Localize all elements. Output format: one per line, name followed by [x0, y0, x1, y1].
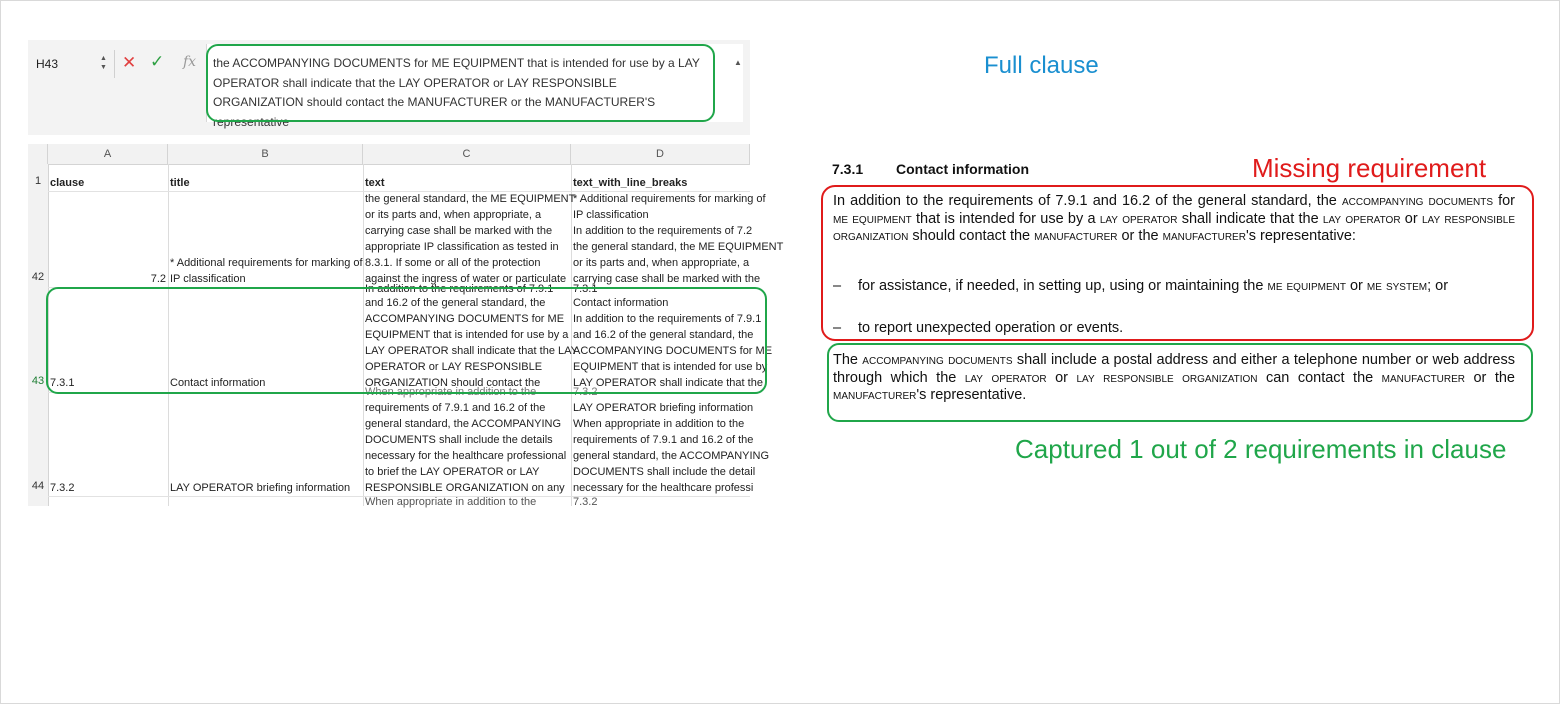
cell-line: necessary for the healthcare professi — [573, 482, 754, 494]
requirement-paragraph-1: In addition to the requirements of 7.9.1 and 16.2 of the general standard, the accompanying documents for me equipment that is intended for use by a lay operator shall indicate that the lay operator or lay responsible organization should contact the manufacturer or the manufacturer's representative: — [833, 193, 1516, 244]
cell-line: 7.3.2 — [573, 496, 598, 508]
cell-line: or its parts and, when appropriate, a — [573, 257, 750, 269]
cell-line: 7.3.2 — [573, 386, 598, 398]
column-header-a[interactable]: A — [48, 144, 168, 164]
cell-line: In addition to the requirements of 7.2 — [573, 225, 753, 237]
formula-text: the ACCOMPANYING DOCUMENTS for ME EQUIPMENT that is intended for use by a LAY OPERATOR shall indicate that the LAY OPERATOR or LAY RESPONSIBLE ORGANIZATION should contact the MANUFACTURER or the MANUFACTURER'S representative — [213, 56, 700, 129]
cell-line: Contact information — [573, 297, 669, 309]
cell-line: carrying case shall be marked with the — [573, 273, 761, 285]
row-header-43[interactable]: 43 — [31, 375, 45, 387]
bullet-dash: – — [833, 320, 842, 336]
cell-line: RESPONSIBLE ORGANIZATION on any — [365, 482, 565, 494]
cell-line: LAY OPERATOR briefing information — [573, 402, 754, 414]
cell-line: LAY OPERATOR shall indicate that the — [573, 377, 763, 389]
cell-line: EQUIPMENT that is intended for use by a — [365, 329, 569, 341]
collapse-formula-icon[interactable]: ▲ — [734, 58, 742, 67]
cell-line: 7.3.1 — [573, 283, 598, 295]
header-cell-title[interactable]: title — [170, 177, 190, 189]
cell-a44[interactable]: 7.3.2 — [50, 482, 75, 494]
cell-line: appropriate IP classification as tested in — [365, 241, 559, 253]
cell-a43[interactable]: 7.3.1 — [50, 377, 75, 389]
cell-line: When appropriate in addition to the — [573, 418, 745, 430]
cell-line: * Additional requirements for marking of — [573, 193, 766, 205]
cell-line: general standard, the ACCOMPANYING — [365, 418, 562, 430]
divider — [114, 50, 115, 78]
header-cell-text-line-breaks[interactable]: text_with_line_breaks — [573, 177, 688, 189]
cell-line: requirements of 7.9.1 and 16.2 of the — [365, 402, 546, 414]
cell-line: DOCUMENTS shall include the detail — [573, 466, 756, 478]
confirm-icon[interactable]: ✓ — [150, 52, 165, 71]
cell-line: In addition to the requirements of 7.9.1 — [365, 283, 554, 295]
cell-line: OPERATOR or LAY RESPONSIBLE — [365, 361, 543, 373]
formula-highlight-box — [206, 44, 715, 122]
cell-line: necessary for the healthcare professional — [365, 450, 567, 462]
select-all-corner[interactable] — [28, 144, 48, 164]
missing-requirement-box — [821, 185, 1534, 341]
missing-requirement-label: Missing requirement — [1252, 153, 1487, 183]
captured-label: Captured 1 out of 2 requirements in clause — [1015, 434, 1507, 464]
captured-requirement-box — [827, 343, 1533, 422]
column-headers — [28, 144, 750, 165]
name-box[interactable]: H43 — [36, 57, 59, 71]
cell-line: LAY OPERATOR shall indicate that the LAY — [365, 345, 578, 357]
cell-line: and 16.2 of the general standard, the — [573, 329, 754, 341]
cell-line: When appropriate in addition to the — [365, 496, 537, 508]
cell-line: requirements of 7.9.1 and 16.2 of the — [573, 434, 754, 446]
full-clause-label: Full clause — [984, 52, 1099, 79]
row-header-44[interactable]: 44 — [31, 480, 45, 492]
cell-line: IP classification — [573, 209, 649, 221]
row-header-42[interactable]: 42 — [31, 271, 45, 283]
requirement-paragraph-2: The accompanying documents shall include a postal address and either a telephone number or web address through which the lay operator or lay responsible organization can contact the manufacturer or the manufacturer's representative. — [833, 352, 1515, 403]
cancel-icon[interactable]: ✕ — [122, 53, 137, 72]
cell-line: When appropriate in addition to the — [365, 386, 537, 398]
cell-line: ORGANIZATION should contact the — [365, 377, 541, 389]
cell-line: EQUIPMENT that is intended for use by — [573, 361, 768, 373]
cell-line: carrying case shall be marked with the — [365, 225, 553, 237]
cell-b42[interactable]: * Additional requirements for marking of IP classification — [170, 257, 363, 285]
column-header-d[interactable]: D — [571, 144, 750, 164]
cell-line: and 16.2 of the general standard, the — [365, 297, 546, 309]
bullet-dash: – — [833, 278, 842, 294]
header-cell-text[interactable]: text — [365, 177, 385, 189]
bullet-item-1: for assistance, if needed, in setting up, using or maintaining the me equipment or me system; or — [858, 278, 1449, 294]
cell-b43[interactable]: Contact information — [170, 377, 266, 389]
cell-line: In addition to the requirements of 7.9.1 — [573, 313, 762, 325]
section-heading — [832, 161, 1029, 177]
cell-line: or its parts and, when appropriate, a — [365, 209, 542, 221]
cell-line: the general standard, the ME EQUIPMENT — [573, 241, 784, 253]
section-number: 7.3.1 — [832, 161, 864, 177]
cell-line: ACCOMPANYING DOCUMENTS for ME — [365, 313, 565, 325]
cell-line: the general standard, the ME EQUIPMENT — [365, 193, 576, 205]
bullet-item-2: to report unexpected operation or events. — [858, 320, 1124, 336]
function-icon[interactable]: fx — [183, 54, 197, 70]
cell-line: to brief the LAY OPERATOR or LAY — [365, 466, 540, 478]
cell-a42[interactable]: 7.2 — [150, 273, 166, 285]
column-header-c[interactable]: C — [363, 144, 571, 164]
header-cell-clause[interactable]: clause — [50, 177, 85, 189]
column-header-b[interactable]: B — [168, 144, 363, 164]
cell-line: DOCUMENTS shall include the details — [365, 434, 553, 446]
cell-line: against the ingress of water or particulate — [365, 273, 567, 285]
row-highlight-box — [46, 287, 773, 394]
cell-b44[interactable]: LAY OPERATOR briefing information — [170, 482, 351, 494]
cell-line: general standard, the ACCOMPANYING — [573, 450, 770, 462]
section-title: Contact information — [896, 161, 1029, 177]
name-box-spinner-icon[interactable]: ▲ ▼ — [100, 55, 107, 71]
cell-line: 8.3.1. If some or all of the protection — [365, 257, 541, 269]
row-header-1[interactable]: 1 — [34, 175, 42, 187]
cell-line: ACCOMPANYING DOCUMENTS for ME — [573, 345, 773, 357]
